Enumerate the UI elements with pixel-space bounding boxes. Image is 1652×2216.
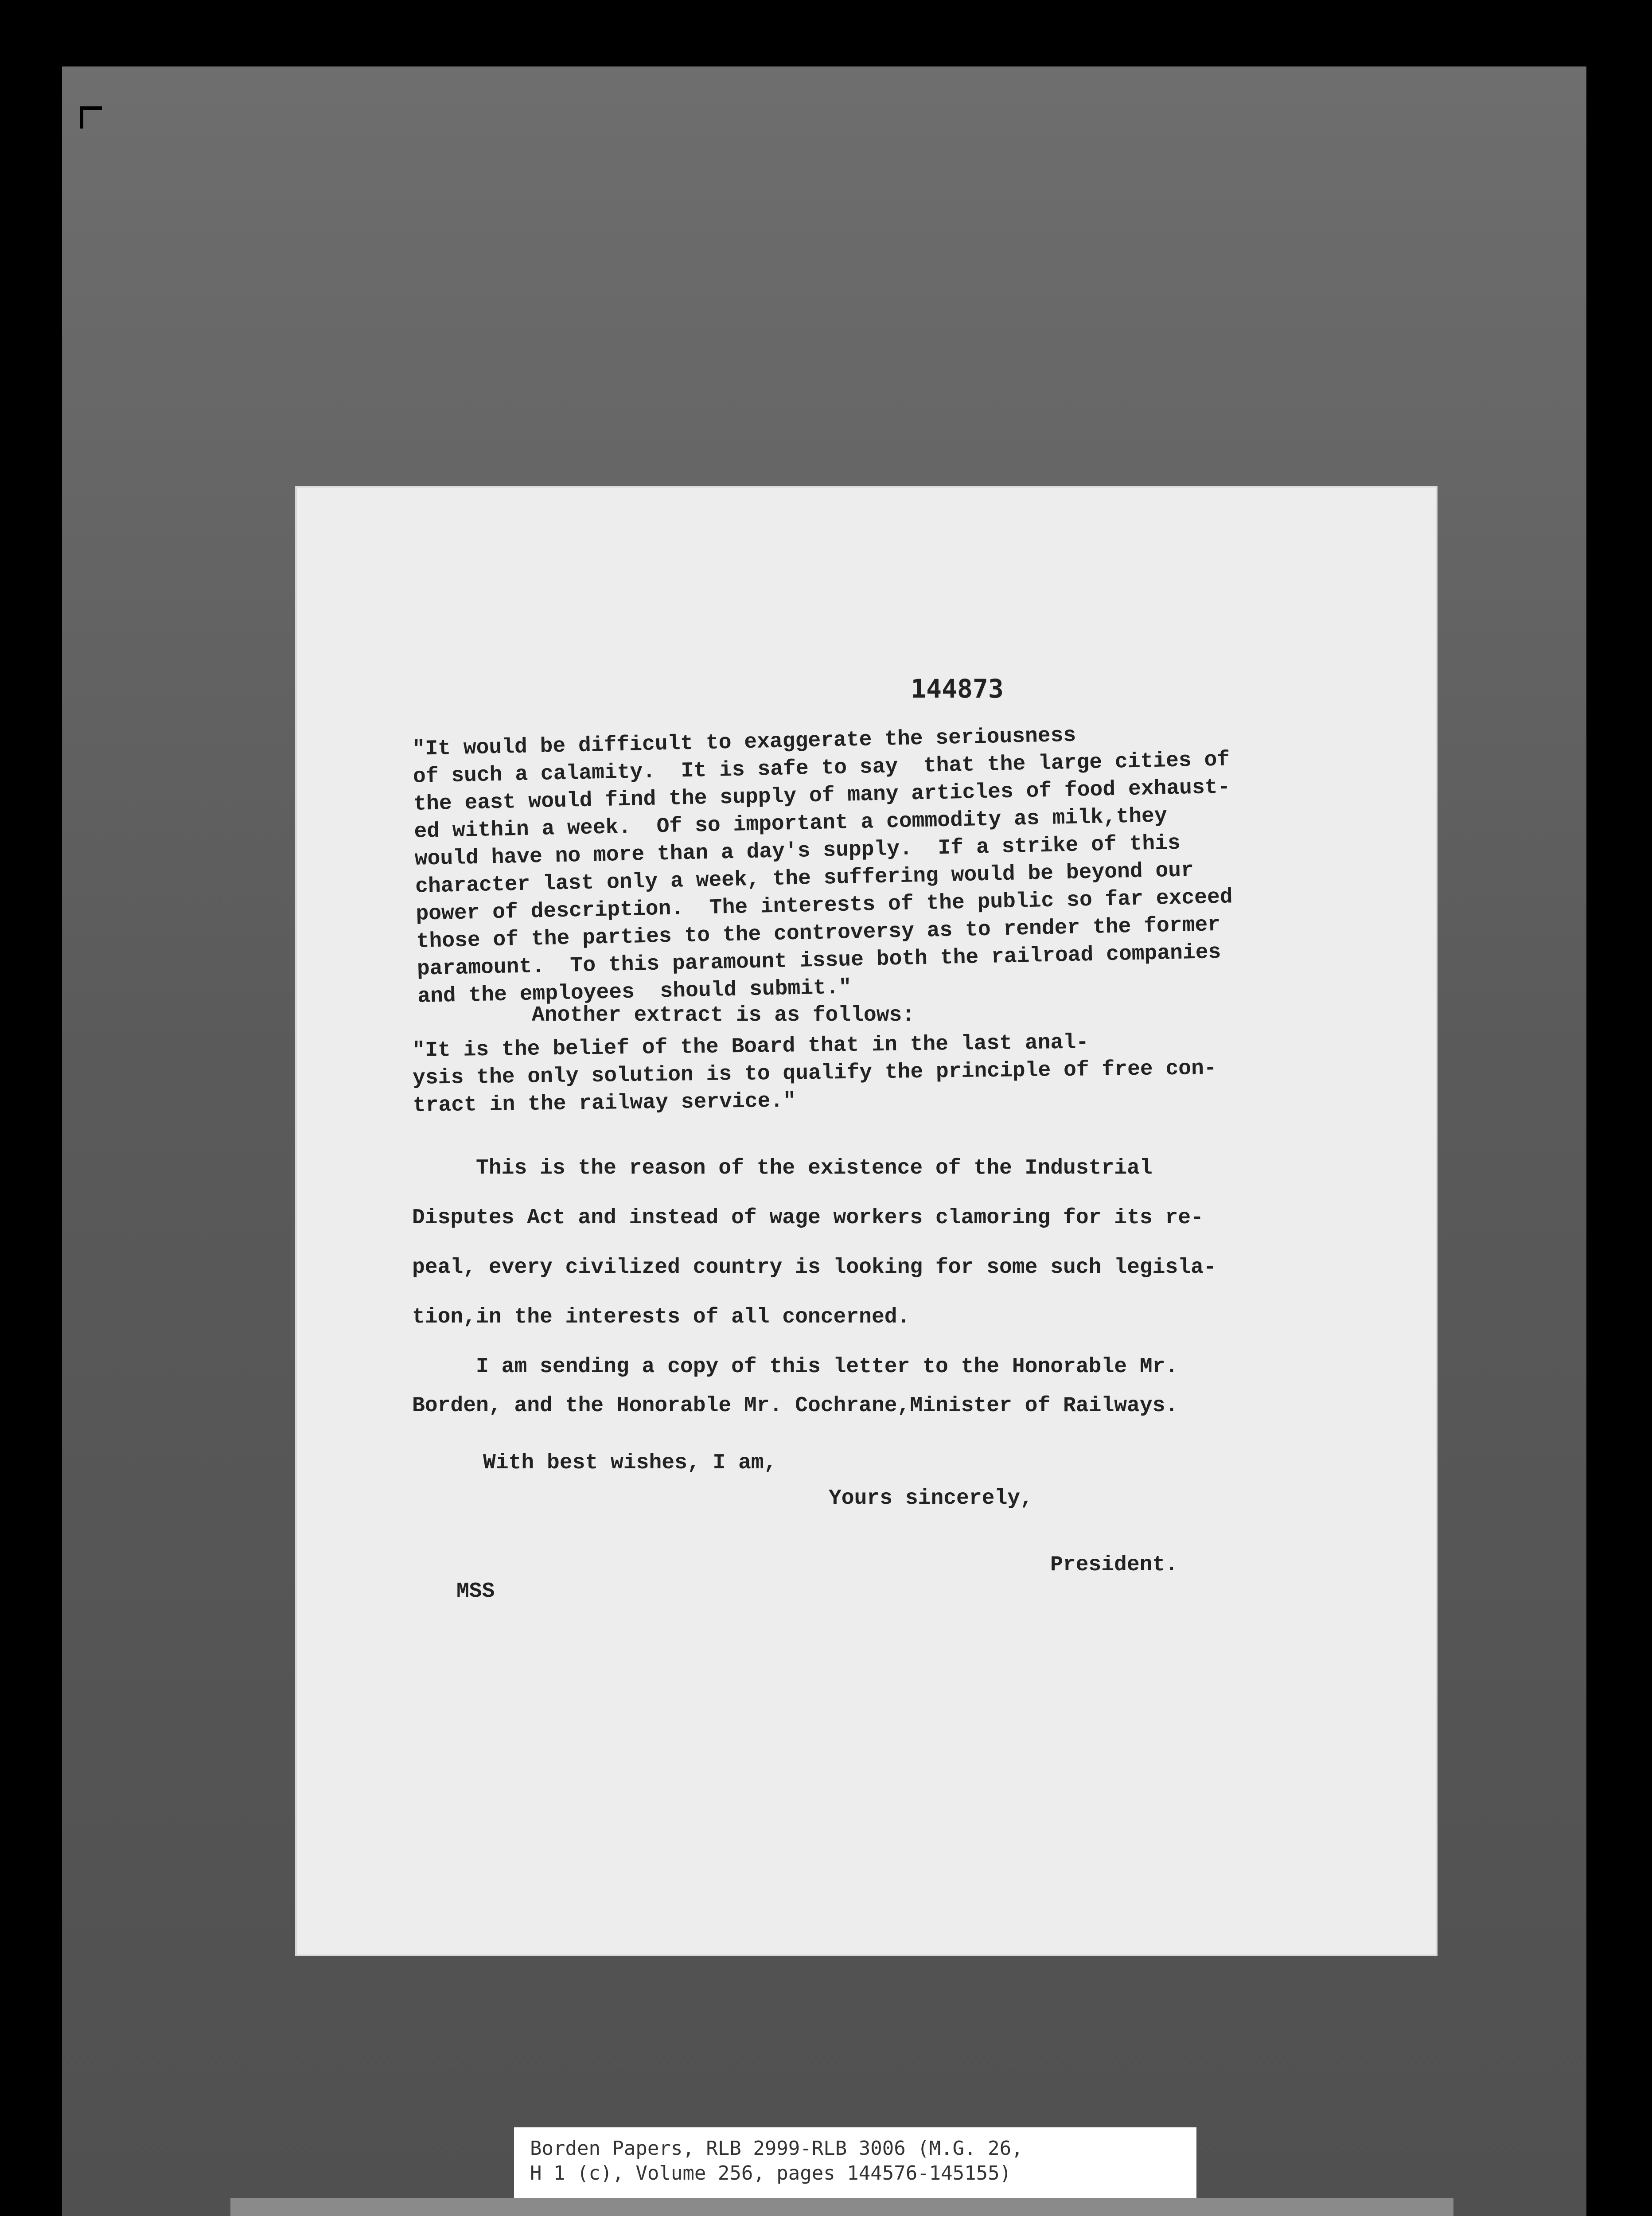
archive-card-backing — [230, 2198, 1453, 2216]
quoted-paragraph: "It would be difficult to exaggerate the seriousness of such a calamity. It is safe to say that the large cities of the east would find the supply of many articles of food exhaust- ed within a week. Of so important a commodity as milk,they would have no more than a day's supply. If a strike of this character last only a week, the suffering would be beyond our power of description. The interests of the public so far exceed those of the parties to the controversy as to render the former paramount. To this paramount issue both the railroad companies and the employees should submit." — [412, 723, 1233, 1009]
copy-paragraph: I am sending a copy of this letter to the Honorable Mr. Borden, and the Honorable Mr. Cochrane,Minister of Railways. — [412, 1355, 1178, 1418]
extract-intro: Another extract is as follows: — [532, 1003, 915, 1027]
closing-line: With best wishes, I am, — [483, 1451, 777, 1475]
sign-off: Yours sincerely, — [829, 1486, 1033, 1510]
extract-quote: "It is the belief of the Board that in the last anal- ysis the only solution is to qualify the principle of free con- tract in the railway service." — [412, 1030, 1217, 1118]
page-number: 144873 — [911, 674, 1004, 704]
film-label-line-2: H 1 (c), Volume 256, pages 144576-145155) — [530, 2162, 1012, 2185]
frame-corner-mark — [80, 106, 102, 110]
reason-paragraph: This is the reason of the existence of the Industrial Disputes Act and instead of wage workers clamoring for its re- peal, every civilized country is looking for some such legisla- tion,in the interests of all concerned. — [412, 1156, 1216, 1329]
typist-initials: MSS — [456, 1580, 495, 1603]
film-label-line-1: Borden Papers, RLB 2999-RLB 3006 (M.G. 26, — [530, 2137, 1023, 2160]
signature-title: President. — [1050, 1553, 1178, 1577]
typed-letter-page — [297, 488, 1436, 1955]
